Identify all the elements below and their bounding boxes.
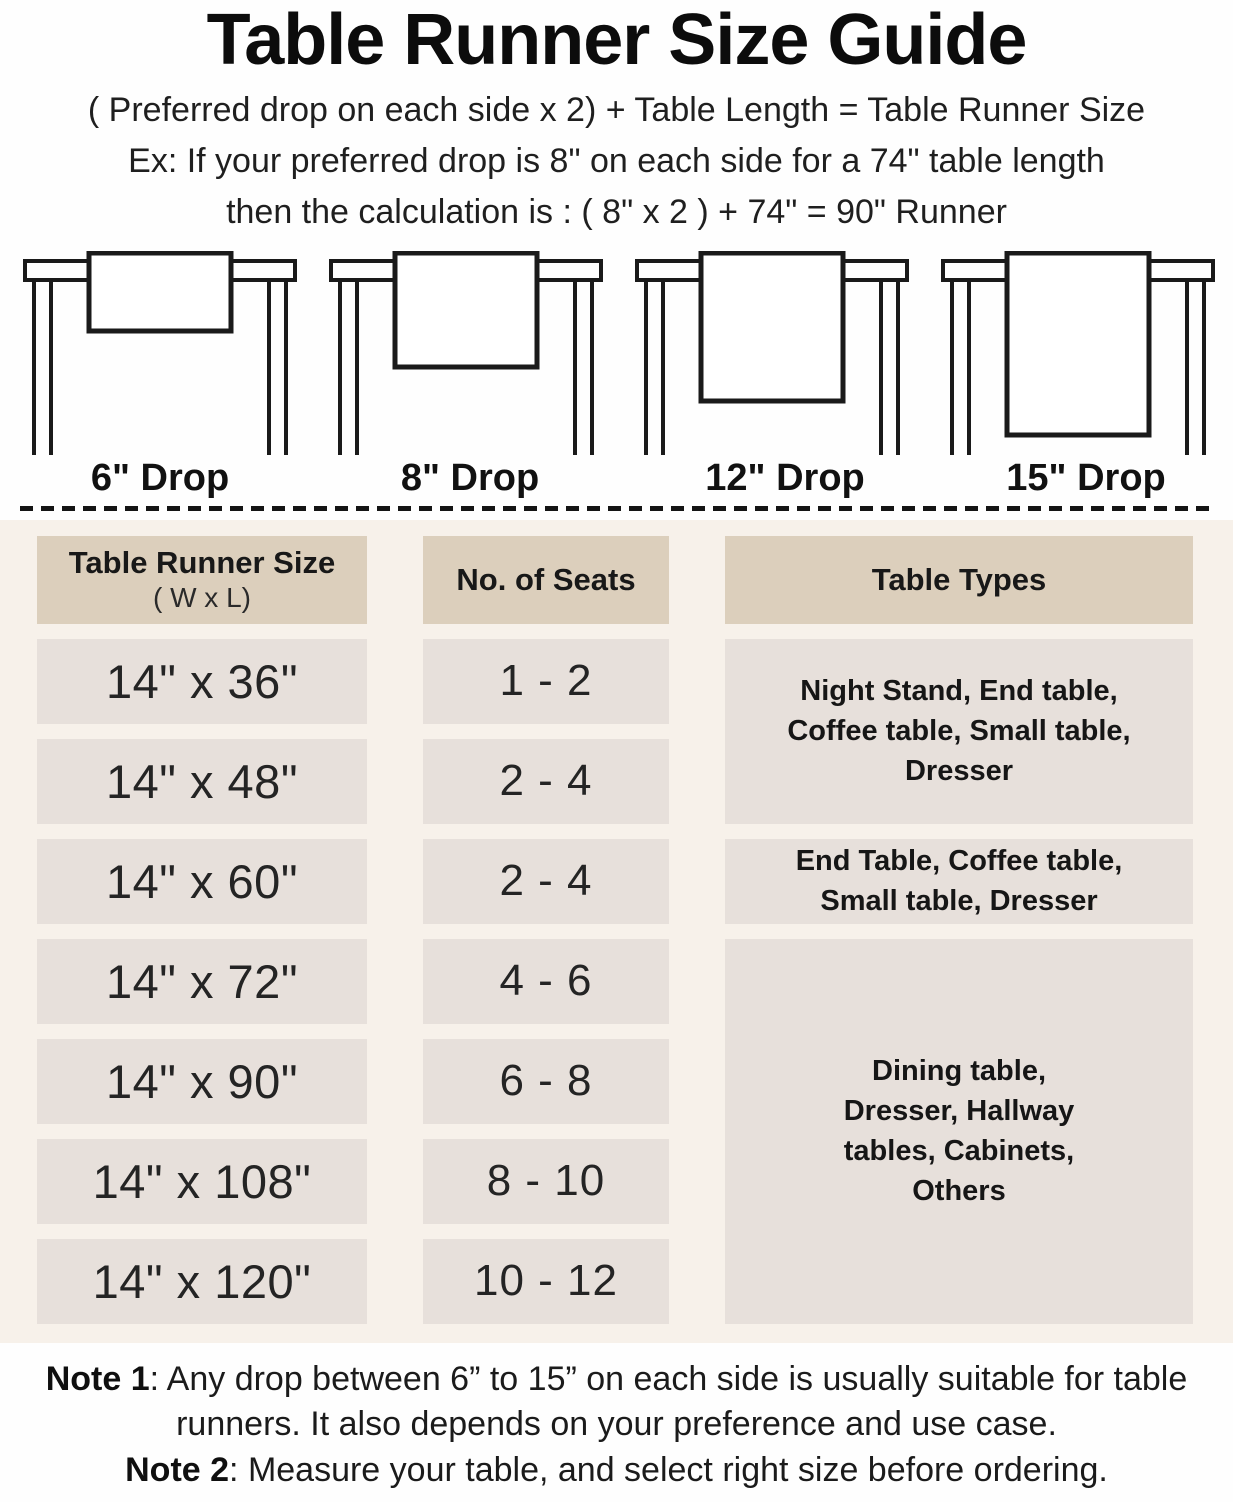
- runner: [1007, 253, 1149, 435]
- table-row-seats: 1 - 2: [423, 639, 669, 724]
- table-types-header-title: Table Types: [871, 562, 1047, 598]
- runner: [89, 253, 231, 331]
- table-row-seats: 2 - 4: [423, 739, 669, 824]
- table-row-size: 14" x 120": [37, 1239, 367, 1324]
- seats-header-title: No. of Seats: [456, 562, 636, 598]
- example-line-2: then the calculation is : ( 8" x 2 ) + 74" = 90" Runner: [226, 193, 1007, 232]
- runner-size-header-title: Table Runner Size: [68, 545, 336, 581]
- example-line-1: Ex: If your preferred drop is 8" on each side for a 74" table length: [128, 142, 1105, 181]
- table-drop-diagram-15in: [941, 251, 1215, 455]
- table-drop-diagram-12in: [635, 251, 909, 455]
- table-types-group-medium: End Table, Coffee table, Small table, Dresser: [725, 839, 1193, 924]
- column-header-table-types: [725, 536, 1193, 624]
- drop-label-12in: 12" Drop: [705, 456, 865, 499]
- note-2-text: : Measure your table, and select right size before ordering.: [229, 1451, 1108, 1490]
- dashed-divider: [20, 506, 1213, 511]
- drop-label-15in: 15" Drop: [1006, 456, 1166, 499]
- table-row-seats: 6 - 8: [423, 1039, 669, 1124]
- runner-size-header-subtitle: ( W x L): [153, 581, 251, 613]
- drop-labels: [0, 457, 1233, 500]
- note-1: [8, 1357, 1225, 1448]
- table-row-size: 14" x 90": [37, 1039, 367, 1124]
- column-header-runner-size: [37, 536, 367, 624]
- table-row-size: 14" x 48": [37, 739, 367, 824]
- table-row-size: 14" x 36": [37, 639, 367, 724]
- page-title: Table Runner Size Guide: [206, 0, 1027, 80]
- runner: [701, 253, 843, 401]
- table-row-size: 14" x 60": [37, 839, 367, 924]
- note-2: [8, 1448, 1225, 1494]
- table-row-size: 14" x 108": [37, 1139, 367, 1224]
- table-row-seats: 4 - 6: [423, 939, 669, 1024]
- note-1-label: Note 1: [45, 1359, 150, 1398]
- formula-line: ( Preferred drop on each side x 2) + Table Length = Table Runner Size: [87, 91, 1146, 130]
- table-row-seats: 8 - 10: [423, 1139, 669, 1224]
- column-header-seats: [423, 536, 669, 624]
- note-1-text: : Any drop between 6” to 15” on each side is usually suitable for table runners. It also depends on your preference and use case.: [149, 1359, 1188, 1444]
- table-row-seats: 2 - 4: [423, 839, 669, 924]
- drop-diagrams: [0, 251, 1233, 455]
- table-types-group-large: Dining table, Dresser, Hallway tables, Cabinets, Others: [725, 939, 1193, 1324]
- table-drop-diagram-8in: [329, 251, 603, 455]
- size-guide-table: [0, 520, 1233, 1343]
- table-row-size: 14" x 72": [37, 939, 367, 1024]
- header: [0, 2, 1233, 235]
- table-drop-diagram-6in: [23, 251, 297, 455]
- table-row-seats: 10 - 12: [423, 1239, 669, 1324]
- note-2-label: Note 2: [125, 1451, 230, 1490]
- drop-label-8in: 8" Drop: [400, 456, 540, 499]
- table-types-group-small: Night Stand, End table, Coffee table, Small table, Dresser: [725, 639, 1193, 824]
- runner: [395, 253, 537, 367]
- drop-label-6in: 6" Drop: [90, 456, 230, 499]
- notes: [0, 1357, 1233, 1494]
